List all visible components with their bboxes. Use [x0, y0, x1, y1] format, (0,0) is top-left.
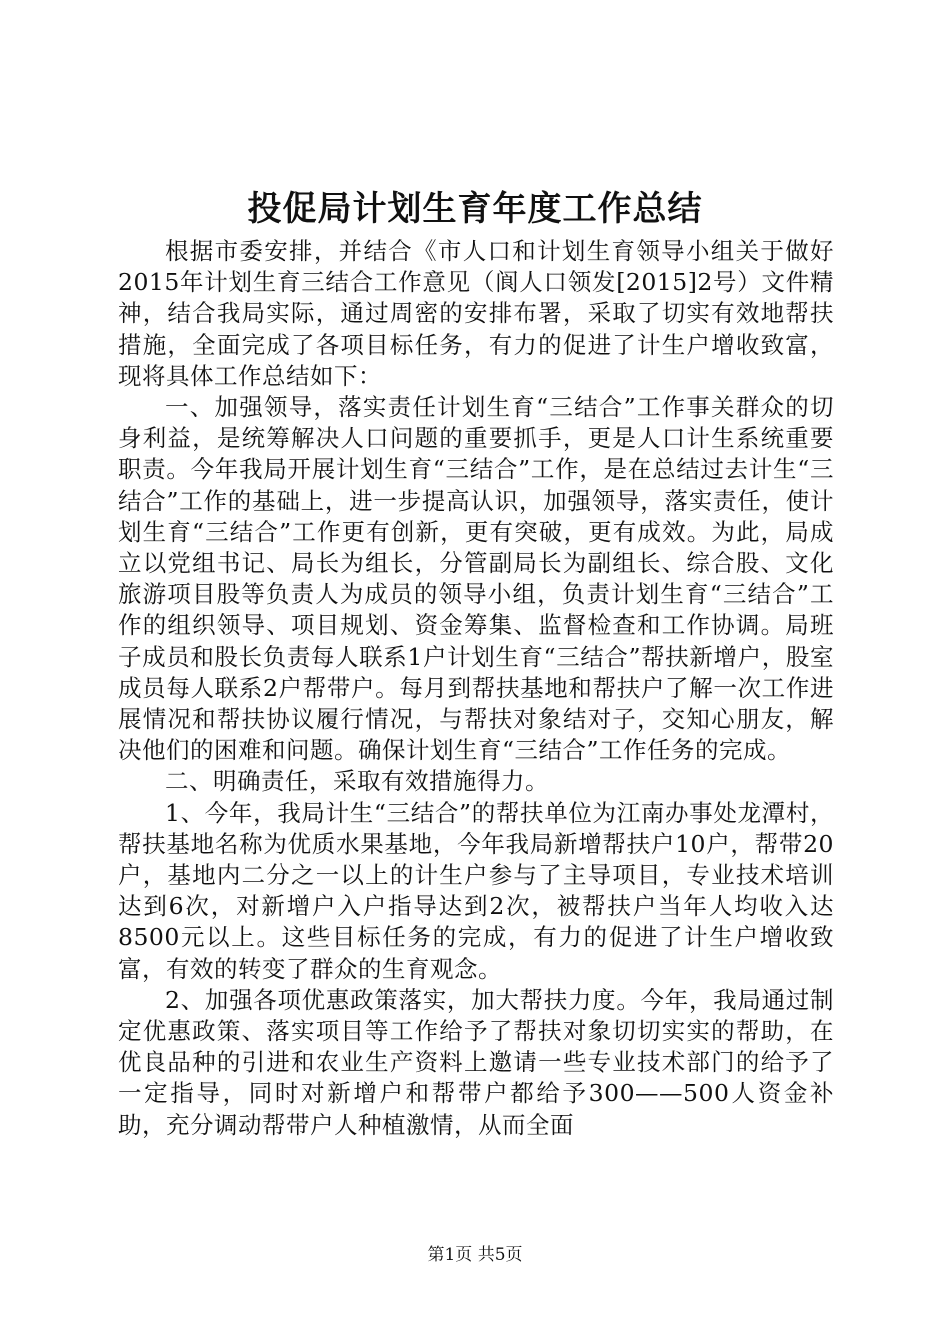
- paragraph-section-2-heading: 二、明确责任，采取有效措施得力。: [165, 767, 549, 796]
- document-title: 投促局计划生育年度工作总结: [247, 189, 703, 229]
- page-number-footer: 第1页 共5页: [427, 1245, 523, 1265]
- paragraph-item-2: 2、加强各项优惠政策落实，加大帮扶力度。今年，我局通过制定优惠政策、落实项目等工作给予了帮扶对象切切实实的帮助，在优良品种的引进和农业生产资料上邀请一些专业技术部门的给予了一定指导，同时对新增户和帮带户都给予300——500人资金补助，充分调动帮带户人种植激情，从而全面: [118, 985, 834, 1139]
- paragraph-intro: 根据市委安排，并结合《市人口和计划生育领导小组关于做好2015年计划生育三结合工作意见（阆人口领发[2015]2号）文件精神，结合我局实际，通过周密的安排布署，采取了切实有效地帮扶措施，全面完成了各项目标任务，有力的促进了计生户增收致富，现将具体工作总结如下：: [118, 237, 834, 390]
- document-body: [118, 236, 834, 1141]
- paragraph-item-1: 1、今年，我局计生“三结合”的帮扶单位为江南办事处龙潭村，帮扶基地名称为优质水果基地，今年我局新增帮扶户10户，帮带20户，基地内二分之一以上的计生户参与了主导项目，专业技术培训达到6次，对新增户入户指导达到2次，被帮扶户当年人均收入达8500元以上。这些目标任务的完成，有力的促进了计生户增收致富，有效的转变了群众的生育观念。: [118, 798, 834, 983]
- paragraph-section-1: 一、加强领导，落实责任计划生育“三结合”工作事关群众的切身利益，是统筹解决人口问题的重要抓手，更是人口计生系统重要职责。今年我局开展计划生育“三结合”工作，是在总结过去计生“三结合”工作的基础上，进一步提高认识，加强领导，落实责任，使计划生育“三结合”工作更有创新，更有突破，更有成效。为此，局成立以党组书记、局长为组长，分管副局长为副组长、综合股、文化旅游项目股等负责人为成员的领导小组，负责计划生育“三结合”工作的组织领导、项目规划、资金筹集、监督检查和工作协调。局班子成员和股长负责每人联系1户计划生育“三结合”帮扶新增户，股室成员每人联系2户帮带户。每月到帮扶基地和帮扶户了解一次工作进展情况和帮扶协议履行情况，与帮扶对象结对子，交知心朋友，解决他们的困难和问题。确保计划生育“三结合”工作任务的完成。: [118, 393, 834, 765]
